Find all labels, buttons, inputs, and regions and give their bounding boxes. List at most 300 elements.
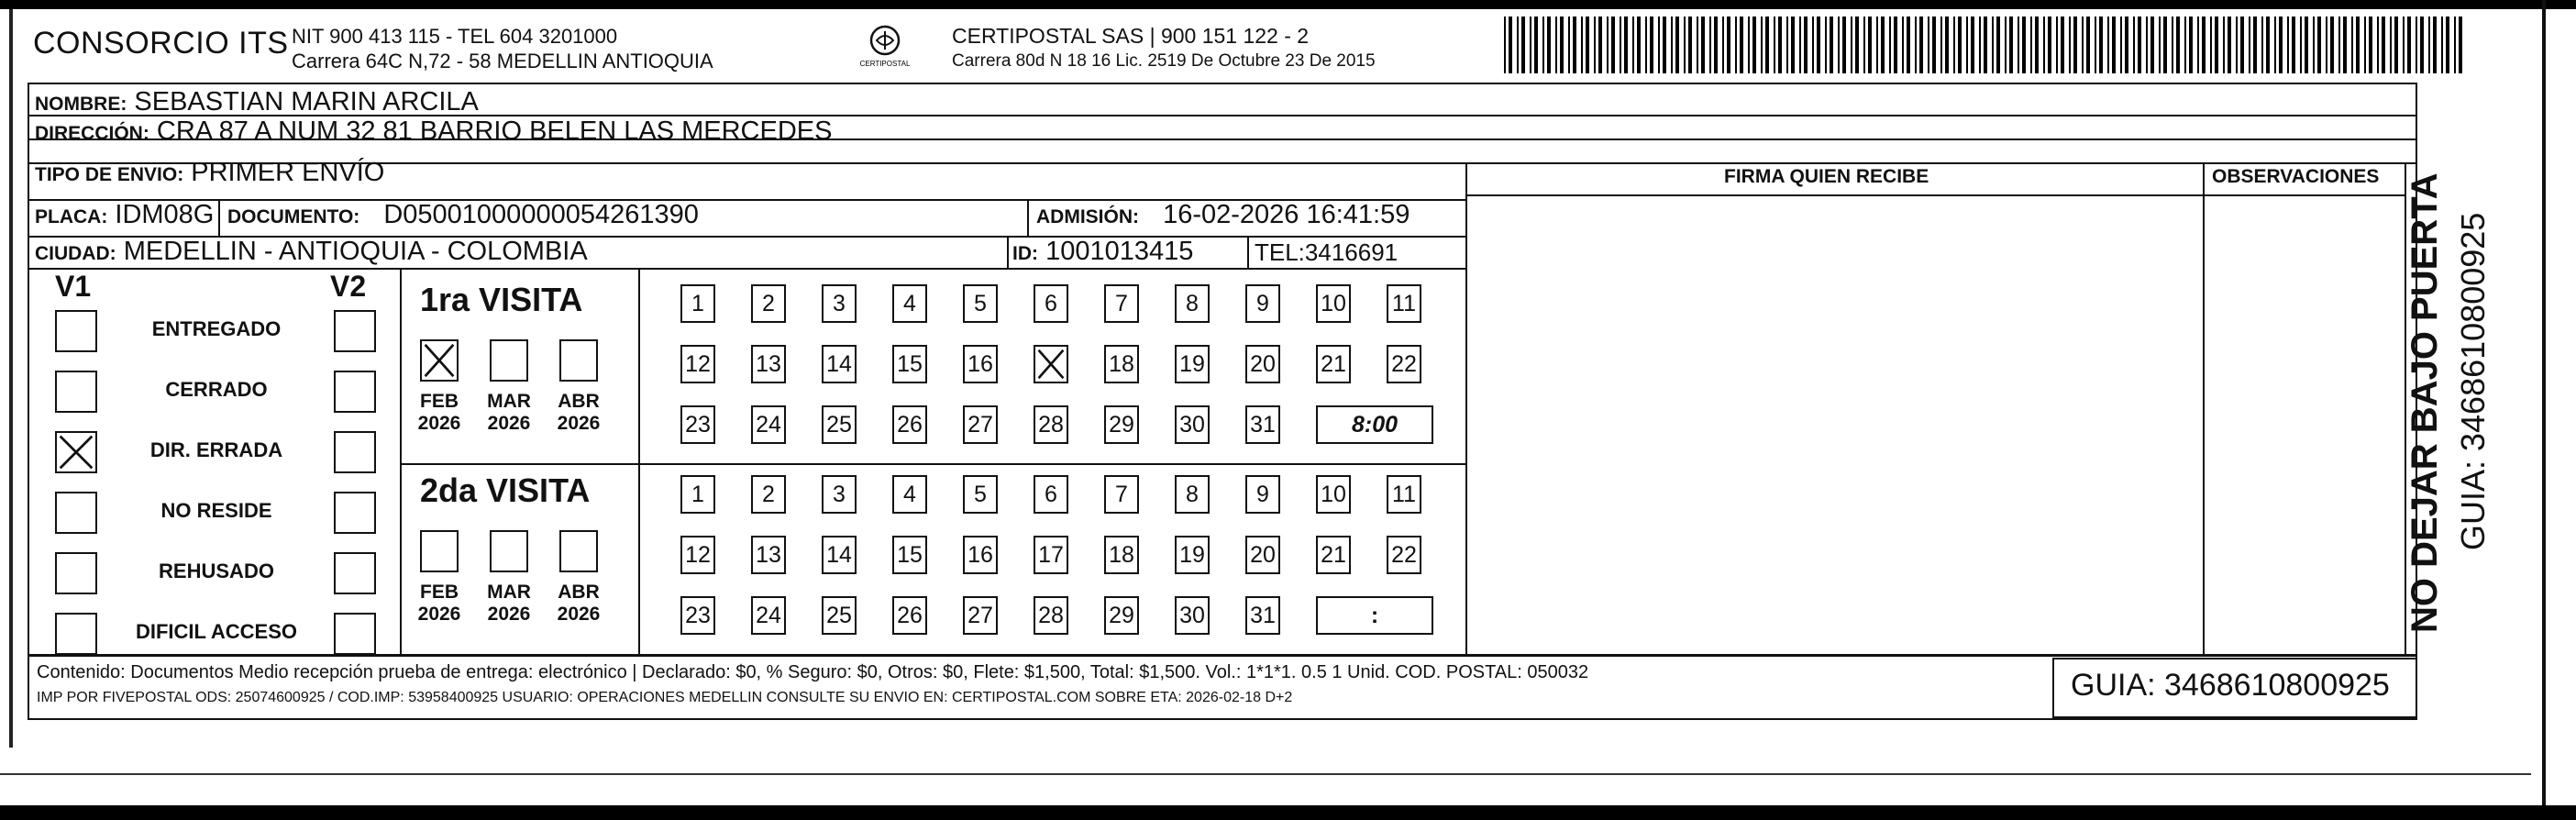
v1-checkbox[interactable]: [55, 613, 97, 655]
ciudad-value: MEDELLIN - ANTIOQUIA - COLOMBIA: [123, 237, 588, 266]
day-box[interactable]: [751, 405, 786, 444]
barcode-bar: [1889, 17, 1891, 73]
barcode-bar: [1740, 17, 1743, 73]
month-label: [479, 391, 539, 435]
day-number: 28: [1038, 411, 1064, 438]
day-number: 1: [691, 481, 704, 507]
barcode-bar: [1547, 17, 1551, 73]
status-option-label: DIFICIL ACCESO: [135, 620, 297, 643]
certipostal-logo-icon: [858, 20, 912, 73]
day-box[interactable]: [1175, 345, 1210, 383]
barcode-bar: [2133, 17, 2135, 73]
tel-cell: TEL:3416691: [1255, 238, 1399, 266]
direccion-row: [35, 116, 832, 147]
day-number: 25: [826, 602, 852, 628]
day-number: 14: [826, 350, 852, 377]
barcode-bar: [2300, 17, 2302, 73]
barcode-bar: [2338, 17, 2340, 73]
barcode-bar: [1624, 17, 1628, 73]
day-box[interactable]: [1316, 475, 1351, 514]
barcode-bar: [1799, 17, 1801, 73]
month-checkbox[interactable]: [490, 339, 528, 382]
day-number: 17: [1038, 541, 1064, 568]
documento-cell: [227, 200, 699, 230]
v2-checkbox[interactable]: [334, 310, 376, 352]
section-divider: [638, 268, 640, 654]
day-box[interactable]: [1387, 536, 1421, 574]
barcode-bar: [1620, 17, 1621, 73]
barcode-bar: [2043, 17, 2045, 73]
v2-checkbox[interactable]: [334, 492, 376, 534]
admision-cell: [1036, 200, 1410, 230]
day-box[interactable]: [822, 345, 857, 383]
day-box[interactable]: [822, 405, 857, 444]
id-label: ID:: [1012, 243, 1038, 264]
day-box[interactable]: [680, 596, 715, 635]
status-option-label: REHUSADO: [159, 560, 274, 582]
tipo-label: TIPO DE ENVIO:: [35, 164, 184, 185]
barcode-bar: [2099, 17, 2103, 73]
footer-bottom-line: [28, 718, 2417, 720]
day-box[interactable]: [680, 475, 715, 514]
day-box[interactable]: [892, 284, 927, 323]
direccion-label: DIRECCIÓN:: [35, 123, 149, 144]
cell-divider: [1027, 199, 1029, 236]
v1-checkbox[interactable]: [55, 431, 97, 473]
carrier-info: [952, 24, 1376, 73]
barcode-bar: [2107, 17, 2109, 73]
day-box[interactable]: [680, 536, 715, 574]
barcode-bar: [1791, 17, 1795, 73]
day-box[interactable]: [892, 475, 927, 514]
barcode-bar: [1521, 17, 1525, 73]
barcode-bar: [1581, 17, 1583, 73]
barcode-bar: [1907, 17, 1910, 73]
tipo-row: [35, 158, 384, 188]
day-number: 21: [1321, 541, 1346, 568]
day-box[interactable]: [751, 536, 786, 574]
barcode-bar: [1534, 17, 1538, 73]
day-box[interactable]: [1387, 284, 1421, 323]
barcode-bar: [2330, 17, 2334, 73]
day-number: 28: [1038, 602, 1064, 628]
day-box[interactable]: [1104, 536, 1139, 574]
day-box[interactable]: [963, 405, 998, 444]
day-number: 3: [833, 481, 846, 507]
month-checkbox[interactable]: [559, 530, 598, 572]
day-number: 12: [685, 350, 711, 377]
barcode-bar: [2172, 17, 2173, 73]
day-number: 10: [1321, 481, 1346, 507]
barcode-bar: [1637, 17, 1641, 73]
day-box[interactable]: [1245, 596, 1280, 635]
day-number: 1: [691, 290, 704, 316]
barcode-bar: [1586, 17, 1589, 73]
barcode-bar: [1855, 17, 1859, 73]
month-checkbox[interactable]: [420, 530, 459, 572]
visit-time-box[interactable]: :: [1316, 596, 1433, 635]
placa-cell: [35, 200, 214, 230]
day-box[interactable]: [1104, 596, 1139, 635]
barcode-bar: [2274, 17, 2276, 73]
barcode-bar: [1722, 17, 1724, 73]
month-checkbox[interactable]: [559, 339, 598, 382]
documento-label: DOCUMENTO:: [227, 206, 360, 227]
month-year: 2026: [487, 604, 531, 625]
barcode-bar: [2150, 17, 2154, 73]
barcode-bar: [1709, 17, 1711, 73]
day-box[interactable]: [822, 596, 857, 635]
barcode-bar: [2215, 17, 2218, 73]
barcode-bar: [1517, 17, 1519, 73]
barcode-bar: [1825, 17, 1827, 73]
v2-checkbox[interactable]: [334, 613, 376, 655]
day-number: 7: [1115, 481, 1128, 507]
day-box[interactable]: [751, 475, 786, 514]
barcode-bar: [1701, 17, 1705, 73]
day-box[interactable]: [1104, 345, 1139, 383]
barcode-bar: [1607, 17, 1609, 73]
barcode-bar: [2112, 17, 2116, 73]
v2-checkbox[interactable]: [334, 431, 376, 473]
day-number: 22: [1391, 350, 1417, 377]
section-divider: [400, 268, 402, 654]
placa-label: PLACA:: [35, 206, 108, 227]
month-name: ABR: [558, 582, 600, 603]
day-box[interactable]: [963, 284, 998, 323]
day-box[interactable]: [892, 536, 927, 574]
day-box[interactable]: [892, 345, 927, 383]
scan-line-bottom: [0, 773, 2531, 775]
barcode-bar: [1555, 17, 1557, 73]
day-number: 16: [967, 350, 993, 377]
barcode-bar: [1714, 17, 1718, 73]
v1-checkbox[interactable]: [55, 371, 97, 413]
barcode-bar: [2095, 17, 2096, 73]
day-number: 31: [1250, 602, 1276, 628]
day-box[interactable]: [822, 475, 857, 514]
barcode: [1504, 17, 2467, 73]
company-nit: NIT 900 413 115 - TEL 604 3201000: [292, 25, 618, 48]
footer-right-line: [2416, 654, 2417, 720]
barcode-bar: [1632, 17, 1634, 73]
v2-checkbox[interactable]: [334, 552, 376, 594]
barcode-bar: [1863, 17, 1865, 73]
barcode-bar: [2163, 17, 2167, 73]
month-checkbox[interactable]: [490, 530, 528, 572]
day-box[interactable]: [963, 596, 998, 635]
day-box[interactable]: [822, 536, 857, 574]
day-box[interactable]: [1245, 345, 1280, 383]
documento-value: D05001000000054261390: [383, 200, 699, 229]
barcode-bar: [2073, 17, 2077, 73]
v2-checkbox[interactable]: [334, 371, 376, 413]
delivery-form-frame: [28, 83, 2417, 657]
barcode-bar: [1509, 17, 1512, 73]
barcode-bar: [1560, 17, 1564, 73]
barcode-bar: [1671, 17, 1673, 73]
barcode-bar: [2146, 17, 2148, 73]
tipo-value: PRIMER ENVÍO: [191, 158, 385, 187]
footer-content: Contenido: Documentos Medio recepción prueba de entrega: electrónico | Declarado: $0, % Seguro: $0, Otros: $0, Flete: $1,500, Total: $1,500. Vol.: 1*1*1. 0.5 1 Unid. COD. POSTAL: 050032: [37, 662, 1589, 682]
barcode-bar: [1966, 17, 1968, 73]
day-number: 8: [1186, 290, 1199, 316]
day-box[interactable]: [680, 405, 715, 444]
direccion-value: CRA 87 A NUM 32 81 BARRIO BELEN LAS MERCEDES: [156, 116, 833, 146]
barcode-bar: [2356, 17, 2360, 73]
barcode-bar: [2189, 17, 2193, 73]
day-box[interactable]: [1245, 405, 1280, 444]
day-box[interactable]: [1034, 284, 1068, 323]
barcode-bar: [1650, 17, 1653, 73]
barcode-bar: [1894, 17, 1897, 73]
day-box[interactable]: [963, 345, 998, 383]
barcode-bar: [2403, 17, 2405, 73]
day-number: 23: [685, 411, 711, 438]
v1-checkbox[interactable]: [55, 492, 97, 534]
barcode-bar: [1876, 17, 1878, 73]
visit1-title: 1ra VISITA: [420, 281, 583, 318]
day-box[interactable]: [751, 596, 786, 635]
day-number: 30: [1179, 602, 1205, 628]
day-number: 15: [897, 350, 923, 377]
day-number: 29: [1109, 411, 1134, 438]
v1-checkbox[interactable]: [55, 310, 97, 352]
day-number: 26: [897, 411, 923, 438]
day-box[interactable]: [1245, 475, 1280, 514]
scan-border-left: [9, 9, 13, 748]
day-box[interactable]: [1175, 536, 1210, 574]
day-number: 11: [1392, 481, 1416, 507]
x-mark-icon: [1035, 347, 1067, 382]
day-number: 15: [897, 541, 923, 568]
v1-header: V1: [55, 270, 92, 303]
barcode-bar: [1940, 17, 1942, 73]
day-number: 30: [1179, 411, 1205, 438]
month-name: MAR: [487, 391, 531, 412]
barcode-bar: [1958, 17, 1962, 73]
day-box[interactable]: [1387, 345, 1421, 383]
day-box[interactable]: [1387, 475, 1421, 514]
company-address: Carrera 64C N,72 - 58 MEDELLIN ANTIOQUIA: [292, 50, 713, 72]
ciudad-label: CIUDAD:: [35, 243, 116, 264]
ciudad-cell: [35, 237, 588, 267]
day-box[interactable]: [822, 284, 857, 323]
barcode-bar: [2343, 17, 2347, 73]
day-box[interactable]: [892, 596, 927, 635]
day-number: 23: [685, 602, 711, 628]
scan-border-bottom: [0, 805, 2576, 820]
admision-label: ADMISIÓN:: [1036, 206, 1139, 227]
barcode-bar: [1881, 17, 1885, 73]
barcode-bar: [1568, 17, 1570, 73]
cell-divider: [1247, 236, 1249, 268]
month-year: 2026: [557, 413, 601, 434]
day-number: 7: [1115, 290, 1128, 316]
barcode-bar: [1778, 17, 1782, 73]
barcode-bar: [1830, 17, 1833, 73]
barcode-bar: [2377, 17, 2379, 73]
barcode-bar: [2210, 17, 2212, 73]
month-name: ABR: [558, 391, 600, 412]
day-number: 5: [974, 481, 987, 507]
day-number: 24: [756, 602, 781, 628]
barcode-bar: [2035, 17, 2039, 73]
cell-divider: [1007, 236, 1009, 268]
id-value: 1001013415: [1045, 237, 1194, 266]
barcode-bar: [1774, 17, 1775, 73]
day-box[interactable]: [1175, 405, 1210, 444]
day-box[interactable]: [1316, 345, 1351, 383]
day-number: 9: [1256, 290, 1269, 316]
day-box[interactable]: [751, 284, 786, 323]
barcode-bar: [2197, 17, 2199, 73]
nombre-value: SEBASTIAN MARIN ARCILA: [134, 87, 479, 116]
day-number: 2: [762, 290, 775, 316]
day-box[interactable]: [1245, 284, 1280, 323]
barcode-bar: [2159, 17, 2161, 73]
barcode-bar: [2138, 17, 2141, 73]
barcode-bar: [2394, 17, 2398, 73]
barcode-bar: [1688, 17, 1692, 73]
month-checkbox[interactable]: [420, 339, 459, 382]
day-box[interactable]: [963, 536, 998, 574]
day-box[interactable]: [963, 475, 998, 514]
scan-border-right: [2542, 0, 2546, 820]
day-number: 12: [685, 541, 711, 568]
day-number: 19: [1179, 350, 1205, 377]
month-label: [479, 582, 539, 626]
day-number: 4: [903, 481, 916, 507]
barcode-bar: [1697, 17, 1698, 73]
barcode-bar: [2048, 17, 2051, 73]
month-year: 2026: [417, 604, 461, 625]
col-divider: [1465, 162, 1467, 654]
barcode-bar: [2022, 17, 2026, 73]
day-number: 8: [1186, 481, 1199, 507]
col-divider: [2203, 162, 2205, 654]
day-box[interactable]: [1104, 475, 1139, 514]
day-box[interactable]: [1175, 475, 1210, 514]
barcode-bar: [1645, 17, 1647, 73]
day-number: 16: [967, 541, 993, 568]
day-box[interactable]: [1034, 405, 1068, 444]
day-number: 18: [1109, 350, 1134, 377]
barcode-bar: [2176, 17, 2180, 73]
barcode-bar: [2056, 17, 2058, 73]
barcode-bar: [1594, 17, 1596, 73]
visit2-title: 2da VISITA: [420, 471, 591, 509]
day-box[interactable]: [1316, 536, 1351, 574]
day-number: 29: [1109, 602, 1134, 628]
barcode-bar: [2364, 17, 2366, 73]
barcode-bar: [2009, 17, 2013, 73]
barcode-bar: [1542, 17, 1544, 73]
row-divider: [28, 654, 2417, 656]
month-label: [548, 391, 609, 435]
day-number: 27: [967, 411, 993, 438]
barcode-bar: [2390, 17, 2392, 73]
day-box[interactable]: [1034, 536, 1068, 574]
barcode-bar: [2326, 17, 2327, 73]
day-box[interactable]: [1175, 284, 1210, 323]
day-number: 25: [826, 411, 852, 438]
barcode-bar: [1573, 17, 1576, 73]
v1-checkbox[interactable]: [55, 552, 97, 594]
barcode-bar: [1915, 17, 1917, 73]
barcode-bar: [2279, 17, 2283, 73]
barcode-bar: [1928, 17, 1929, 73]
day-box[interactable]: [1175, 596, 1210, 635]
status-option-label: ENTREGADO: [151, 317, 282, 340]
day-box[interactable]: [1034, 596, 1068, 635]
barcode-bar: [2305, 17, 2308, 73]
day-number: 4: [903, 290, 916, 316]
day-box[interactable]: [892, 405, 927, 444]
barcode-bar: [2266, 17, 2270, 73]
day-number: 9: [1256, 481, 1269, 507]
month-year: 2026: [487, 413, 531, 434]
barcode-bar: [2061, 17, 2064, 73]
barcode-bar: [2240, 17, 2244, 73]
barcode-bar: [2454, 17, 2456, 73]
barcode-bar: [1971, 17, 1974, 73]
logo-caption: CERTIPOSTAL: [859, 60, 911, 68]
row-divider: [28, 162, 2417, 164]
day-box[interactable]: [1034, 475, 1068, 514]
day-box[interactable]: [1104, 405, 1139, 444]
barcode-bar: [1932, 17, 1936, 73]
day-number: 10: [1321, 290, 1346, 316]
barcode-bar: [1761, 17, 1763, 73]
month-label: [548, 582, 609, 626]
barcode-bar: [1868, 17, 1872, 73]
placa-value: IDM08G: [115, 200, 215, 229]
barcode-bar: [1786, 17, 1788, 73]
carrier-address: Carrera 80d N 18 16 Lic. 2519 De Octubre 23 De 2015: [952, 51, 1376, 71]
day-box[interactable]: [1034, 345, 1068, 383]
day-number: 3: [833, 290, 846, 316]
barcode-bar: [2249, 17, 2250, 73]
month-year: 2026: [417, 413, 461, 434]
day-number: 6: [1045, 290, 1057, 316]
visit-time-box[interactable]: 8:00: [1316, 405, 1433, 444]
day-box[interactable]: [1104, 284, 1139, 323]
day-box[interactable]: [680, 284, 715, 323]
day-box[interactable]: [751, 345, 786, 383]
barcode-bar: [2005, 17, 2007, 73]
day-box[interactable]: [1316, 284, 1351, 323]
day-number: 22: [1391, 541, 1417, 568]
barcode-bar: [1838, 17, 1840, 73]
day-number: 13: [756, 541, 781, 568]
x-mark-icon: [422, 341, 457, 380]
barcode-bar: [1945, 17, 1949, 73]
status-option-label: NO RESIDE: [160, 499, 272, 522]
month-name: FEB: [420, 582, 459, 603]
company-name: CONSORCIO ITS: [33, 26, 289, 61]
barcode-bar: [2018, 17, 2019, 73]
barcode-bar: [1953, 17, 1955, 73]
day-box[interactable]: [1245, 536, 1280, 574]
barcode-bar: [2082, 17, 2084, 73]
carrier-name: CERTIPOSTAL SAS | 900 151 122 - 2: [952, 24, 1310, 48]
barcode-bar: [1979, 17, 1981, 73]
barcode-bar: [2369, 17, 2372, 73]
day-number: 20: [1250, 541, 1276, 568]
guia-box-text: GUIA: 3468610800925: [2071, 668, 2390, 703]
day-box[interactable]: [680, 345, 715, 383]
